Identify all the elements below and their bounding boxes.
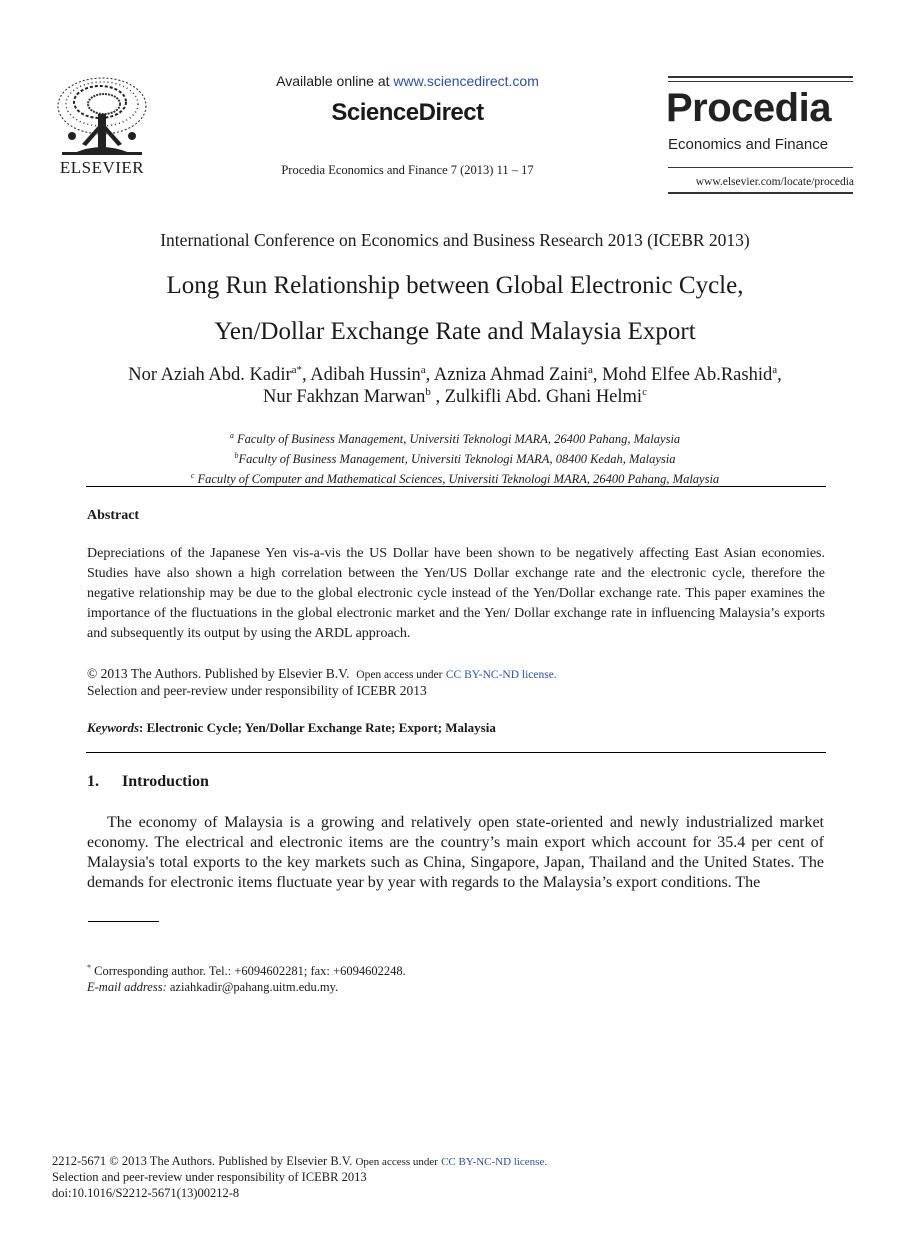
publisher-name: ELSEVIER — [59, 158, 145, 177]
section-heading — [87, 773, 209, 791]
author-separator: , — [592, 365, 603, 386]
email-label: E-mail address: — [87, 980, 167, 994]
footer-doi[interactable]: doi:10.1016/S2212-5671(13)00212-8 — [52, 1186, 240, 1200]
author-affiliation-mark: a — [772, 364, 778, 376]
affiliation-mark: b — [234, 451, 239, 460]
copyright-line — [87, 666, 557, 682]
divider — [86, 752, 826, 753]
available-online-line — [200, 73, 615, 89]
author-affiliation-mark: b — [425, 386, 431, 398]
affiliation-c — [60, 471, 850, 487]
author-name: Mohd Elfee Ab.Rashid — [602, 365, 773, 386]
affiliation-text: Faculty of Computer and Mathematical Sciences, Universiti Teknologi MARA, 26400 Pahang, Malaysia — [197, 472, 720, 487]
section-number: 1. — [87, 773, 99, 790]
procedia-subtitle: Economics and Finance — [668, 136, 829, 153]
available-prefix: Available online at — [276, 73, 394, 89]
footnote-mark: * — [87, 963, 91, 972]
procedia-rule — [668, 81, 853, 82]
email-address[interactable]: aziahkadir@pahang.uitm.edu.my. — [166, 980, 339, 994]
authors-line-2 — [40, 386, 870, 408]
footer-selection-line: Selection and peer-review under responsibility of ICEBR 2013 — [52, 1170, 367, 1184]
divider — [86, 486, 826, 487]
author-name: Zulkifli Abd. Ghani Helmi — [444, 387, 643, 408]
procedia-url[interactable]: www.elsevier.com/locate/procedia — [695, 176, 854, 188]
footnote-divider — [88, 921, 159, 922]
author-name: Azniza Ahmad Zaini — [433, 365, 589, 386]
journal-reference: Procedia Economics and Finance 7 (2013) 11 – 17 — [281, 163, 534, 177]
procedia-title: Procedia — [666, 86, 831, 130]
procedia-rule — [668, 167, 853, 168]
author-separator: , — [425, 365, 434, 386]
author-affiliation-mark: c — [642, 386, 647, 398]
procedia-rule — [668, 192, 853, 194]
copyright-text: © 2013 The Authors. Published by Elsevier B.V. — [87, 666, 350, 681]
author-name: Nor Aziah Abd. Kadir — [128, 365, 292, 386]
author-affiliation-mark: a — [420, 364, 426, 376]
keywords-text: : Electronic Cycle; Yen/Dollar Exchange Rate; Export; Malaysia — [139, 720, 496, 735]
footnote-text: Corresponding author. Tel.: +6094602281; fax: +6094602248. — [91, 964, 406, 979]
intro-paragraph: The economy of Malaysia is a growing and relatively open state-oriented and newly industrialized market economy. The electrical and electronic items are the country’s main export which account for 35.4 per cent of Malaysia's total exports to the key markets such as China, Singapore, Japan, Thailand and the United States. The demands for electronic items fluctuate year by year with regards to the Malaysia’s export conditions. The — [87, 814, 824, 891]
author-name: Adibah Hussin — [310, 365, 421, 386]
sciencedirect-link[interactable]: www.sciencedirect.com — [393, 73, 539, 89]
footnote-email — [87, 980, 338, 995]
conference-name: International Conference on Economics and Business Research 2013 (ICEBR 2013) — [160, 230, 750, 250]
abstract-heading: Abstract — [87, 508, 140, 523]
elsevier-tree-icon — [52, 74, 152, 158]
footer-copyright: 2212-5671 © 2013 The Authors. Published by Elsevier B.V. — [52, 1154, 353, 1168]
author-name: Nur Fakhzan Marwan — [263, 387, 426, 408]
author-separator: , — [302, 365, 311, 386]
open-access-text: Open access under — [356, 669, 443, 681]
affiliation-a — [60, 431, 850, 447]
affiliation-mark: c — [190, 471, 195, 480]
sciencedirect-brand: ScienceDirect — [331, 99, 484, 126]
author-separator: , — [430, 387, 445, 408]
keywords-line — [87, 720, 496, 736]
author-separator: , — [777, 365, 782, 386]
procedia-rule — [668, 76, 853, 78]
footer-license-link[interactable]: CC BY-NC-ND license. — [441, 1156, 548, 1168]
author-affiliation-mark: a — [588, 364, 593, 376]
footer-issn-line — [52, 1154, 547, 1169]
selection-line: Selection and peer-review under responsibility of ICEBR 2013 — [87, 683, 427, 698]
license-link[interactable]: CC BY-NC-ND license. — [445, 669, 557, 681]
affiliation-mark: a — [229, 431, 234, 440]
affiliation-b — [60, 451, 850, 467]
keywords-label: Keywords — [87, 720, 139, 735]
authors-line-1 — [40, 364, 870, 386]
footnote-corresponding — [87, 963, 406, 979]
affiliation-text: Faculty of Business Management, Universiti Teknologi MARA, 08400 Kedah, Malaysia — [238, 452, 676, 467]
footer-open-access: Open access under — [355, 1156, 438, 1168]
paper-title-line-1: Long Run Relationship between Global Electronic Cycle, — [166, 272, 744, 299]
affiliation-text: Faculty of Business Management, Universiti Teknologi MARA, 26400 Pahang, Malaysia — [236, 432, 681, 447]
author-affiliation-mark: a* — [291, 364, 303, 376]
abstract-text: Depreciations of the Japanese Yen vis-a-vis the US Dollar have been shown to be negatively affecting East Asian economies. Studies have also shown a high correlation between the Yen/US Dollar exchange rate and the electronic cycle, therefore the negative relationship may be due to the global electronic cycle instead of the Yen/Dollar exchange rate. This paper examines the importance of the fluctuations in the global electronic market and the Yen/ Dollar exchange rate in influencing Malaysia’s exports and subsequently its output by using the ARDL approach. — [87, 546, 825, 641]
section-title: Introduction — [122, 773, 209, 790]
paper-title-line-2: Yen/Dollar Exchange Rate and Malaysia Export — [214, 318, 696, 345]
